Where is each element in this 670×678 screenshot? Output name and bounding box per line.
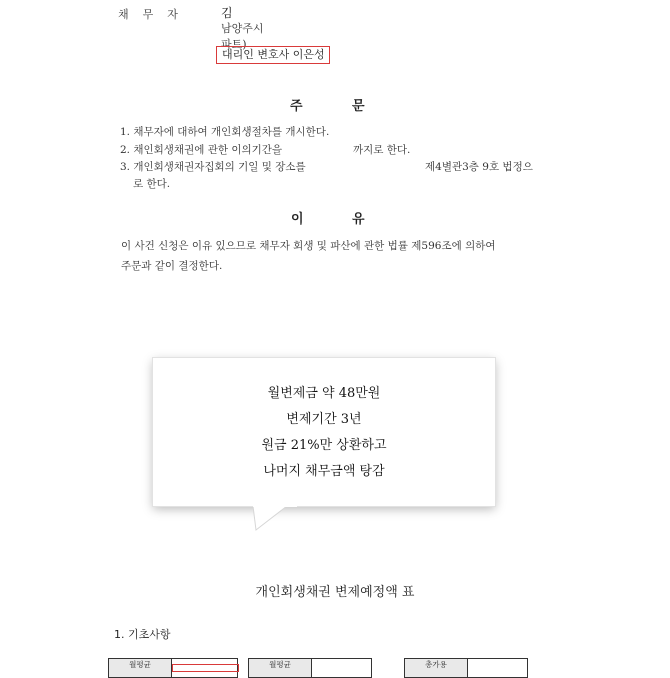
- debtor-label: 채무자: [118, 8, 192, 21]
- order-heading-first: 주: [290, 99, 303, 114]
- callout-tail: [253, 500, 297, 532]
- agent-highlight-box: 대리인 변호사 이은성: [216, 46, 330, 64]
- reason-heading-second: 유: [352, 212, 365, 227]
- order-item-3: 3. 개인회생채권자집회의 기일 및 장소를: [120, 161, 306, 173]
- basics-table-3: [404, 658, 528, 678]
- basics-table-3-label: 총가용: [405, 659, 468, 677]
- summary-callout: [153, 358, 495, 506]
- order-heading-second: 문: [352, 99, 365, 114]
- order-item-2: 2. 채인회생채권에 관한 이의기간을: [120, 144, 283, 156]
- order-item-2-end: 까지로 한다.: [353, 144, 411, 156]
- callout-line-forgiveness: 나머지 채무금액 탕감: [263, 464, 385, 479]
- reason-heading-first: 이: [291, 212, 304, 227]
- debtor-name: 김: [221, 6, 233, 20]
- basics-table-3-value: [468, 659, 527, 677]
- repayment-table-title: 개인회생채권 변제예정액 표: [255, 585, 415, 600]
- order-item-1: 1. 채무자에 대하여 개인회생절차를 개시한다.: [120, 126, 330, 138]
- basics-table-2-label: 월평균: [249, 659, 312, 677]
- basics-heading: 1. 기초사항: [114, 628, 171, 641]
- basics-table-2-value: [312, 659, 371, 677]
- order-item-3-location: 제4별관3층 9호 법정으: [425, 161, 533, 173]
- debtor-address-line-1: 남양주시: [221, 22, 264, 35]
- callout-line-period: 변제기간 3년: [286, 412, 362, 427]
- callout-line-monthly-payment: 월변제금 약 48만원: [267, 386, 381, 401]
- basics-table-1-label: 월평균: [109, 659, 172, 677]
- reason-line-1: 이 사건 신청은 이유 있으므로 채무자 회생 및 파산에 관한 법률 제596조에 의하여: [121, 240, 496, 252]
- basics-table-2: [248, 658, 372, 678]
- debtor-address-line-2: 파트): [221, 38, 247, 51]
- callout-line-principal: 원금 21%만 상환하고: [261, 438, 387, 453]
- basics-table-1-highlight: [172, 664, 239, 672]
- reason-line-2: 주문과 같이 결정한다.: [121, 260, 223, 272]
- order-item-3-end: 로 한다.: [133, 178, 171, 190]
